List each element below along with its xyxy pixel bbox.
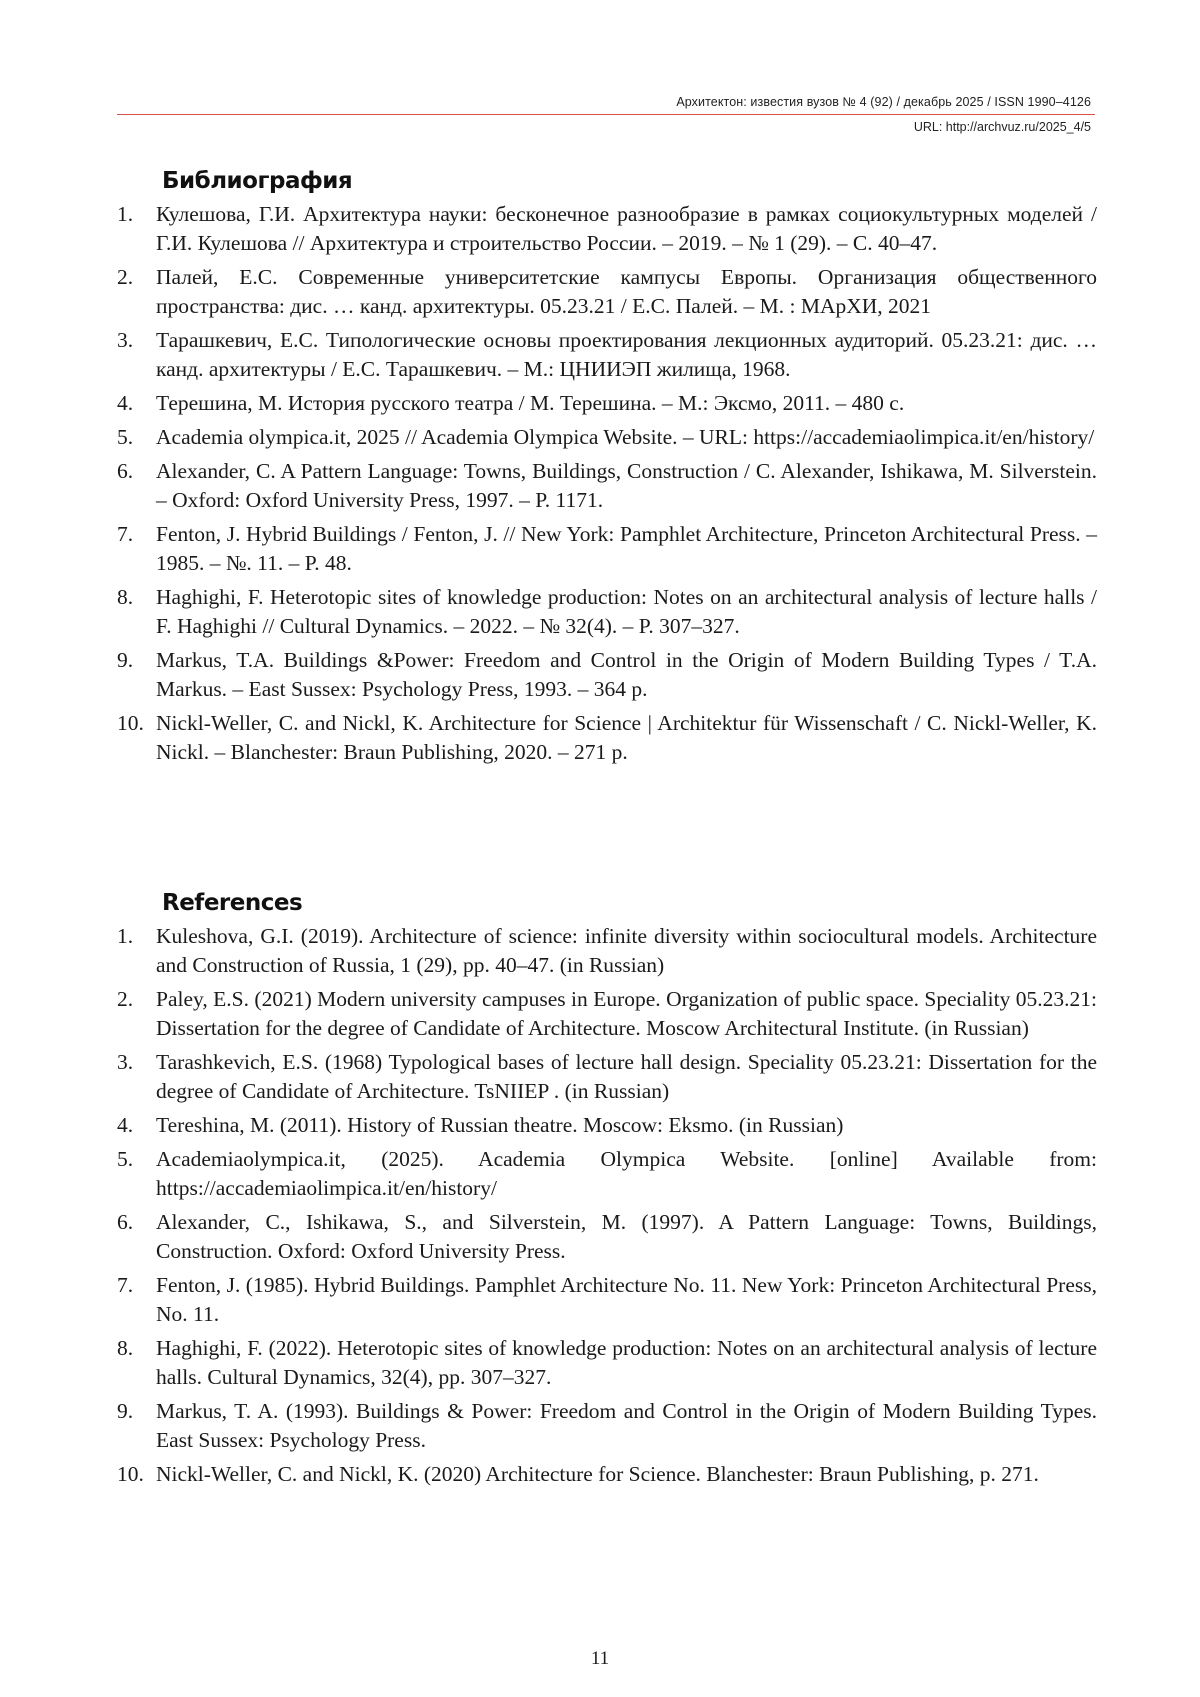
item-text: Kuleshova, G.I. (2019). Architecture of science: infinite diversity within sociocultural models. Architecture and Construction of Russia, 1 (29), pp. 40–47. (in Russian) — [156, 924, 1097, 977]
list-item — [117, 1271, 1097, 1329]
item-number: 5. — [117, 425, 134, 449]
item-number: 6. — [117, 459, 134, 483]
list-item — [117, 389, 1097, 418]
item-number: 7. — [117, 522, 134, 546]
references-section — [117, 890, 1097, 1494]
item-text: Alexander, C. A Pattern Language: Towns, Buildings, Construction / C. Alexander, Ishikawa, M. Silverstein. – Oxford: Oxford University Press, 1997. – P. 1171. — [156, 459, 1097, 512]
list-item — [117, 922, 1097, 980]
list-item — [117, 1111, 1097, 1140]
item-text: Markus, T.A. Buildings &Power: Freedom and Control in the Origin of Modern Building Types / T.A. Markus. – East Sussex: Psychology Press, 1993. – 364 p. — [156, 648, 1097, 701]
list-item — [117, 1460, 1097, 1489]
list-item — [117, 985, 1097, 1043]
list-item — [117, 1048, 1097, 1106]
item-text: Alexander, C., Ishikawa, S., and Silverstein, M. (1997). A Pattern Language: Towns, Buildings, Construction. Oxford: Oxford University Press. — [156, 1210, 1097, 1263]
item-number: 3. — [117, 1050, 134, 1074]
item-text: Палей, Е.С. Современные университетские кампусы Европы. Организация общественного пространства: дис. … канд. архитектуры. 05.23.21 / Е.С. Палей. – М. : МАрХИ, 2021 — [156, 265, 1097, 318]
bibliography-list — [117, 200, 1097, 767]
item-text: Nickl-Weller, C. and Nickl, K. (2020) Architecture for Science. Blanchester: Braun Publishing, p. 271. — [156, 1462, 1039, 1486]
list-item — [117, 200, 1097, 258]
item-number: 4. — [117, 391, 134, 415]
header-divider — [117, 114, 1095, 115]
item-number: 3. — [117, 328, 134, 352]
list-item — [117, 423, 1097, 452]
article-url[interactable]: URL: http://archvuz.ru/2025_4/5 — [913, 120, 1091, 134]
item-text: Haghighi, F. (2022). Heterotopic sites of knowledge production: Notes on an architectural analysis of lecture halls. Cultural Dynamics, 32(4), pp. 307–327. — [156, 1336, 1097, 1389]
item-number: 8. — [117, 585, 134, 609]
item-text: Markus, T. A. (1993). Buildings & Power: Freedom and Control in the Origin of Modern Building Types. East Sussex: Psychology Press. — [156, 1399, 1097, 1452]
item-number: 10. — [117, 1462, 144, 1486]
list-item — [117, 1334, 1097, 1392]
list-item — [117, 1145, 1097, 1203]
list-item — [117, 263, 1097, 321]
list-item — [117, 457, 1097, 515]
list-item — [117, 709, 1097, 767]
item-number: 4. — [117, 1113, 134, 1137]
item-text: Academiaolympica.it, (2025). Academia Olympica Website. [online] Available from: https://accademiaolimpica.it/en/history/ — [156, 1147, 1097, 1200]
item-text: Nickl-Weller, C. and Nickl, K. Architecture for Science | Architektur für Wissenschaft / C. Nickl-Weller, K. Nickl. – Blanchester: Braun Publishing, 2020. – 271 p. — [156, 711, 1097, 764]
bibliography-section — [117, 168, 1097, 772]
item-text: Тарашкевич, Е.С. Типологические основы проектирования лекционных аудиторий. 05.23.21: дис. … канд. архитектуры / Е.С. Тарашкевич. – М.: ЦНИИЭП жилища, 1968. — [156, 328, 1097, 381]
journal-header: Архитектон: известия вузов № 4 (92) / декабрь 2025 / ISSN 1990–4126 — [676, 95, 1091, 109]
item-text: Tarashkevich, E.S. (1968) Typological bases of lecture hall design. Speciality 05.23.21: Dissertation for the degree of Candidate of Architecture. TsNIIEP . (in Russian) — [156, 1050, 1097, 1103]
item-text: Tereshina, M. (2011). History of Russian theatre. Moscow: Eksmo. (in Russian) — [156, 1113, 844, 1137]
item-number: 2. — [117, 265, 134, 289]
item-number: 9. — [117, 648, 134, 672]
bibliography-title: Библиография — [162, 168, 353, 194]
item-number: 5. — [117, 1147, 134, 1171]
item-text: Paley, E.S. (2021) Modern university campuses in Europe. Organization of public space. Speciality 05.23.21: Dissertation for the degree of Candidate of Architecture. Moscow Architectural Institute. (in Russian) — [156, 987, 1097, 1040]
list-item — [117, 1397, 1097, 1455]
item-number: 2. — [117, 987, 134, 1011]
item-text: Терешина, М. История русского театра / М. Терешина. – М.: Эксмо, 2011. – 480 с. — [156, 391, 905, 415]
item-text: Fenton, J. Hybrid Buildings / Fenton, J. // New York: Pamphlet Architecture, Princeton Architectural Press. – 1985. – №. 11. – P. 48. — [156, 522, 1097, 575]
references-title: References — [162, 890, 303, 916]
item-text: Academia olympica.it, 2025 // Academia Olympica Website. – URL: https://accademiaolimpica.it/en/history/ — [156, 425, 1095, 449]
references-list — [117, 922, 1097, 1489]
item-number: 9. — [117, 1399, 134, 1423]
list-item — [117, 646, 1097, 704]
item-number: 1. — [117, 924, 134, 948]
page-number: 11 — [590, 1648, 610, 1669]
item-number: 1. — [117, 202, 134, 226]
item-number: 8. — [117, 1336, 134, 1360]
item-number: 7. — [117, 1273, 134, 1297]
item-number: 10. — [117, 711, 144, 735]
item-text: Fenton, J. (1985). Hybrid Buildings. Pamphlet Architecture No. 11. New York: Princeton Architectural Press, No. 11. — [156, 1273, 1097, 1326]
item-text: Кулешова, Г.И. Архитектура науки: бесконечное разнообразие в рамках социокультурных моделей / Г.И. Кулешова // Архитектура и строительство России. – 2019. – № 1 (29). – С. 40–47. — [156, 202, 1097, 255]
item-number: 6. — [117, 1210, 134, 1234]
list-item — [117, 583, 1097, 641]
item-text: Haghighi, F. Heterotopic sites of knowledge production: Notes on an architectural analysis of lecture halls / F. Haghighi // Cultural Dynamics. – 2022. – № 32(4). – P. 307–327. — [156, 585, 1097, 638]
list-item — [117, 1208, 1097, 1266]
list-item — [117, 520, 1097, 578]
list-item — [117, 326, 1097, 384]
